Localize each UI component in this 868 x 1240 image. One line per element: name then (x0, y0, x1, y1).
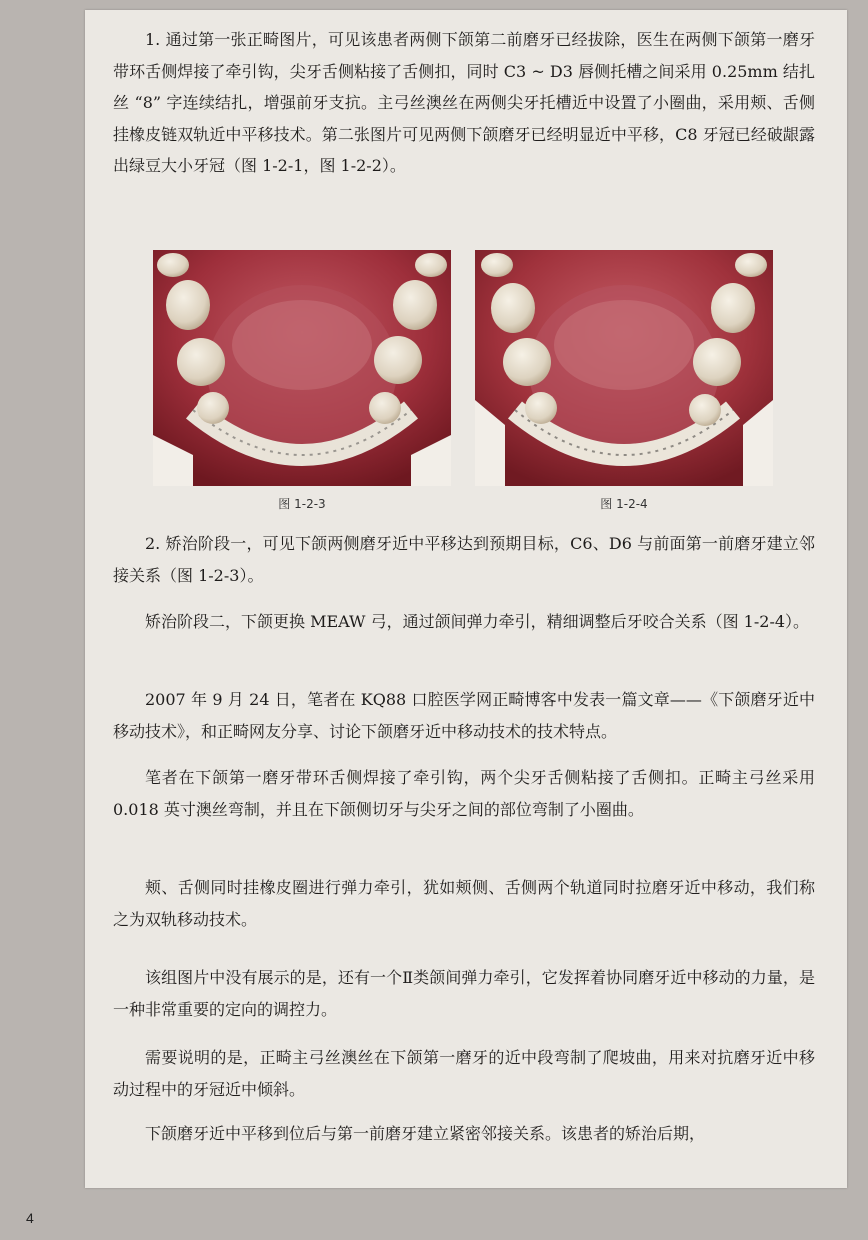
lower-arch-photo (153, 250, 451, 486)
paragraph-appliance-setup: 笔者在下颌第一磨牙带环舌侧焊接了牵引钩，两个尖牙舌侧粘接了舌侧扣。正畸主弓丝采用 0.018 英寸澳丝弯制，并且在下颌侧切牙与尖牙之间的部位弯制了小圈曲。 (113, 768, 815, 819)
lower-arch-meaw-photo (475, 250, 773, 486)
paragraph-treatment-description: 1. 通过第一张正畸图片，可见该患者两侧下颌第二前磨牙已经拔除，医生在两侧下颌第一磨牙带环舌侧焊接了牵引钩，尖牙舌侧粘接了舌侧扣，同时 C3 ~ D3 唇侧托槽之间采用 0.25mm 结扎丝 “8” 字连续结扎，增强前牙支抗。主弓丝澳丝在两侧尖牙托槽近中设置了小圈曲，采用颊、舌侧挂橡皮链双轨近中平移技术。第二张图片可见两侧下颌磨牙已经明显近中平移，C8 牙冠已经破龈露出绿豆大小牙冠（图 1-2-1，图 1-2-2）。 (113, 30, 815, 176)
page-number: 4 (26, 1210, 34, 1226)
paragraph-dual-track: 颊、舌侧同时挂橡皮圈进行弹力牵引，犹如颊侧、舌侧两个轨道同时拉磨牙近中移动，我们称之为双轨移动技术。 (113, 878, 815, 929)
book-page (85, 10, 847, 1188)
paragraph-stage-two: 矫治阶段二，下颌更换 MEAW 弓，通过颌间弹力牵引，精细调整后牙咬合关系（图 1-2-4）。 (145, 612, 810, 631)
figure-caption-1-2-3: 图 1-2-3 (278, 497, 326, 511)
paragraph-stage-one: 2. 矫治阶段一，可见下颌两侧磨牙近中平移达到预期目标，C6、D6 与前面第一前磨牙建立邻接关系（图 1-2-3）。 (113, 534, 815, 585)
figure-caption-1-2-4: 图 1-2-4 (600, 497, 648, 511)
figure-1-2-3-photo (153, 250, 451, 486)
paragraph-late-stage: 下颌磨牙近中平移到位后与第一前磨牙建立紧密邻接关系。该患者的矫治后期， (145, 1124, 706, 1143)
paragraph-class-two-elastics: 该组图片中没有展示的是，还有一个Ⅱ类颌间弹力牵引，它发挥着协同磨牙近中移动的力量，是一种非常重要的定向的调控力。 (113, 968, 815, 1019)
paragraph-ramp-bend: 需要说明的是，正畸主弓丝澳丝在下颌第一磨牙的近中段弯制了爬坡曲，用来对抗磨牙近中移动过程中的牙冠近中倾斜。 (113, 1048, 815, 1099)
figure-1-2-4-photo (475, 250, 773, 486)
paragraph-blog-article: 2007 年 9 月 24 日，笔者在 KQ88 口腔医学网正畸博客中发表一篇文章——《下颌磨牙近中移动技术》，和正畸网友分享、讨论下颌磨牙近中移动技术的技术特点。 (113, 690, 815, 741)
